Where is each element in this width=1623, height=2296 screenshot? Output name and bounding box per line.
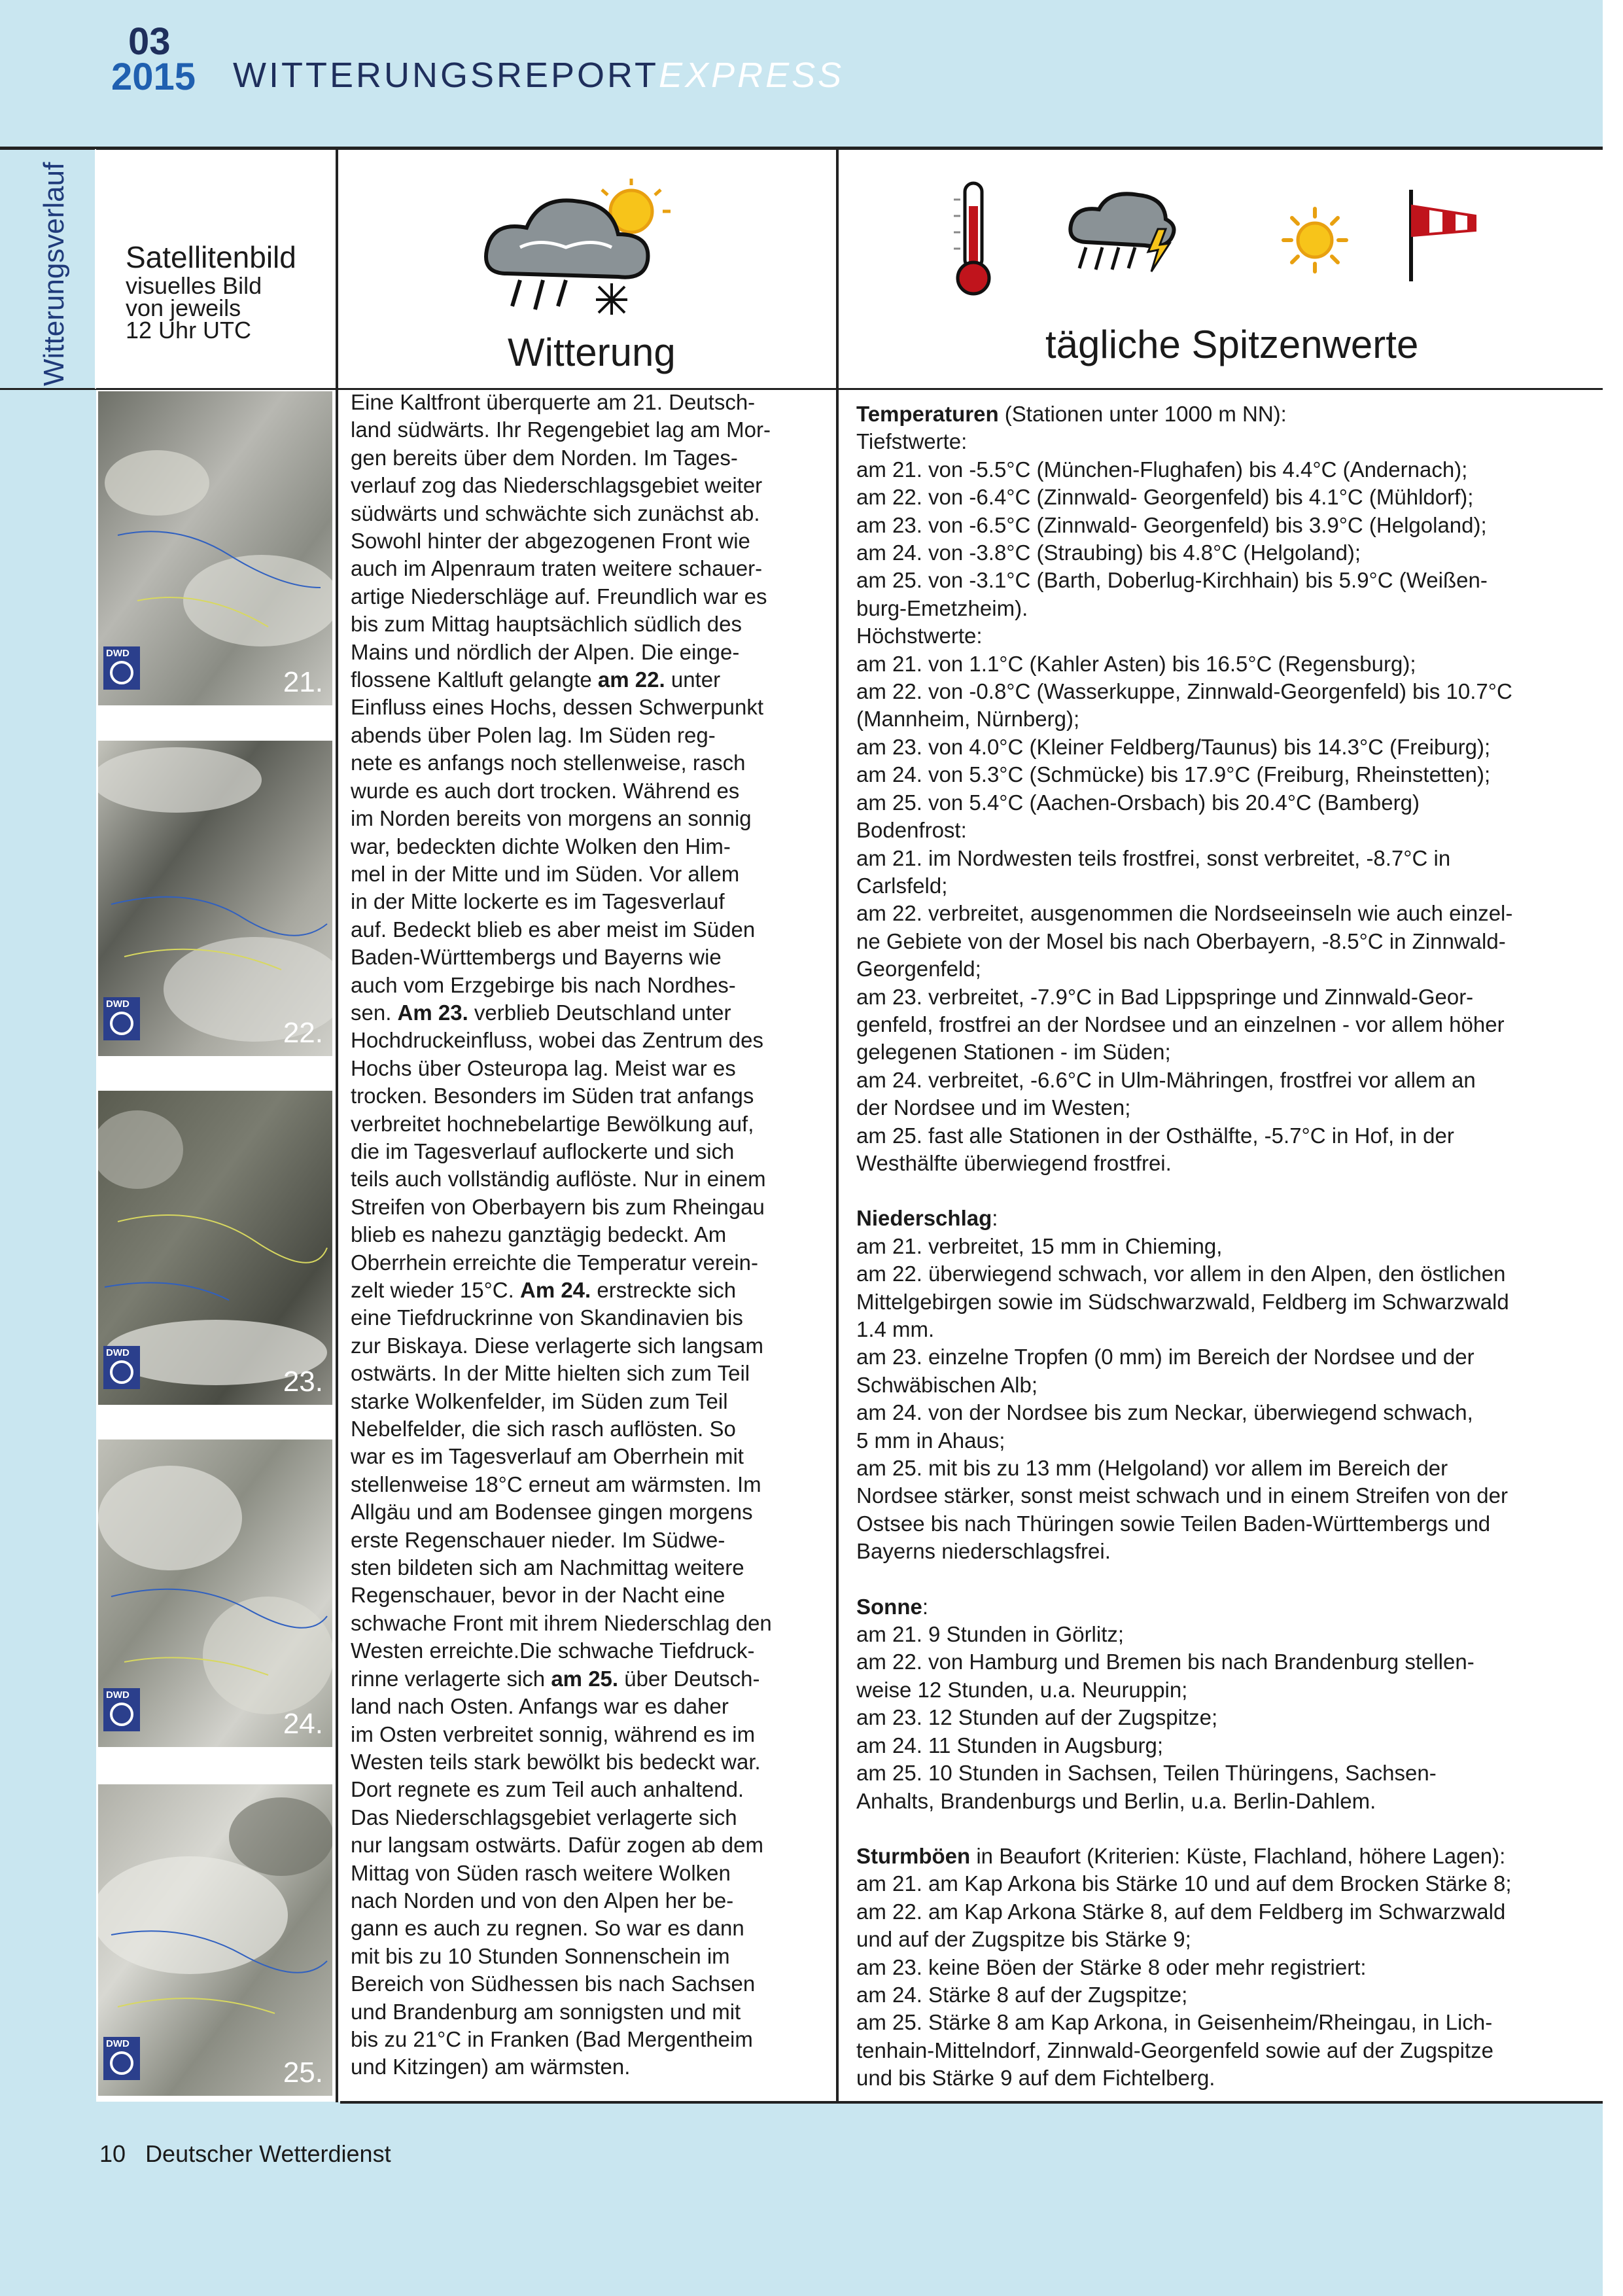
witterung-line: Regenschauer, bevor in der Nacht eine — [351, 1583, 725, 1608]
witterung-line: verbreitet hochnebelartige Bewölkung auf, — [351, 1111, 754, 1136]
spitzen-line: am 22. von Hamburg und Bremen bis nach Brandenburg stellen- — [856, 1650, 1475, 1674]
witterung-line: und Brandenburg am sonnigsten und mit — [351, 1999, 741, 2024]
spitzen-line: tenhain-Mittelndorf, Zinnwald-Georgenfeld sowie auf der Zugspitze — [856, 2038, 1494, 2062]
witterung-line: und Kitzingen) am wärmsten. — [351, 2055, 631, 2079]
spitzen-line: Sonne: — [856, 1594, 929, 1619]
satellite-image — [98, 1439, 332, 1748]
witterung-line: trocken. Besonders im Süden trat anfangs — [351, 1084, 754, 1108]
witterung-text — [351, 389, 819, 2081]
witterung-line: Sowohl hinter der abgezogenen Front wie — [351, 529, 750, 554]
spitzen-line: am 21. 9 Stunden in Görlitz; — [856, 1622, 1125, 1647]
spitzen-line: am 23. keine Böen der Stärke 8 oder mehr registriert: — [856, 1954, 1367, 1979]
spitzen-line: am 24. von 5.3°C (Schmücke) bis 17.9°C (Freiburg, Rheinstetten); — [856, 762, 1491, 787]
spitzen-line: am 22. überwiegend schwach, vor allem in den Alpen, den östlichen — [856, 1262, 1506, 1286]
spitzen-line: am 22. von -6.4°C (Zinnwald- Georgenfeld) bis 4.1°C (Mühldorf); — [856, 485, 1474, 510]
witterung-line: flossene Kaltluft gelangte am 22. unter — [351, 667, 721, 692]
spitzen-line: Tiefstwerte: — [856, 429, 968, 454]
spitzen-line: ne Gebiete von der Mosel bis nach Oberbayern, -8.5°C in Zinnwald- — [856, 928, 1506, 953]
report-title-main: WITTERUNGSREPORT — [233, 56, 659, 95]
header-rule — [0, 147, 1603, 150]
witterung-line: in der Mitte lockerte es im Tagesverlauf — [351, 889, 725, 914]
spitzen-line: 1.4 mm. — [856, 1317, 935, 1341]
spitzen-line: Ostsee bis nach Thüringen sowie Teilen Baden-Württembergs und — [856, 1511, 1491, 1536]
spitzen-line: genfeld, frostfrei an der Nordsee und an einzelnen - vor allem höher — [856, 1012, 1505, 1036]
satellite-image — [98, 1784, 332, 2097]
spitzen-line: am 22. am Kap Arkona Stärke 8, auf dem Feldberg im Schwarzwald — [856, 1899, 1506, 1924]
spitzen-line: am 24. verbreitet, -6.6°C in Ulm-Mähringen, frostfrei vor allem an — [856, 1067, 1476, 1092]
spitzen-line: am 22. verbreitet, ausgenommen die Nordseeinseln wie auch einzel- — [856, 901, 1513, 926]
spitzen-line: am 23. von -6.5°C (Zinnwald- Georgenfeld) bis 3.9°C (Helgoland); — [856, 512, 1487, 537]
witterung-line: abends über Polen lag. Im Süden reg- — [351, 722, 716, 747]
witterung-line: nete es anfangs noch stellenweise, rasch — [351, 751, 746, 775]
spitzen-line: am 21. verbreitet, 15 mm in Chieming, — [856, 1233, 1223, 1258]
witterung-line: südwärts und schwächte sich zunächst ab. — [351, 501, 760, 525]
side-head-rule — [0, 388, 96, 390]
spitzen-line: am 25. fast alle Stationen in der Osthälfte, -5.7°C in Hof, in der — [856, 1123, 1454, 1148]
spitzen-line: Schwäbischen Alb; — [856, 1372, 1038, 1397]
report-title — [233, 55, 844, 96]
witterung-line: artige Niederschläge auf. Freundlich war es — [351, 584, 767, 609]
spitzen-line: Niederschlag: — [856, 1206, 998, 1231]
satellite-subtitle — [126, 272, 322, 344]
dwd-logo: DWD — [103, 1346, 140, 1389]
divider-satellite — [336, 149, 338, 2102]
column-head-rule — [96, 388, 1603, 390]
spitzen-line: Temperaturen (Stationen unter 1000 m NN): — [856, 402, 1287, 426]
spitzen-line: Bayerns niederschlagsfrei. — [856, 1539, 1111, 1564]
witterung-line: mel in der Mitte und im Süden. Vor allem — [351, 861, 740, 886]
left-margin-band — [0, 149, 96, 2296]
footer — [99, 2140, 391, 2168]
spitzen-line: am 21. von 1.1°C (Kahler Asten) bis 16.5°C (Regensburg); — [856, 651, 1416, 676]
witterung-line: die im Tagesverlauf auflockerte und sich — [351, 1139, 735, 1163]
spitzen-line: am 21. von -5.5°C (München-Flughafen) bis 4.4°C (Andernach); — [856, 457, 1468, 482]
witterung-line: auch vom Erzgebirge bis nach Nordhes- — [351, 972, 736, 997]
satellite-date-label: 24. — [283, 1708, 323, 1740]
bottom-rule — [340, 2101, 1603, 2104]
witterung-line: gann es auch zu regnen. So war es dann — [351, 1916, 744, 1941]
report-title-express: EXPRESS — [659, 56, 845, 95]
satellite-title: Satellitenbild — [126, 240, 296, 274]
spitzen-line: am 23. von 4.0°C (Kleiner Feldberg/Taunus) bis 14.3°C (Freiburg); — [856, 734, 1491, 759]
witterung-line: gen bereits über dem Norden. Im Tages- — [351, 445, 738, 470]
spitzen-heading: tägliche Spitzenwerte — [1045, 323, 1419, 366]
witterung-line: mit bis zu 10 Stunden Sonnenschein im — [351, 1943, 730, 1968]
witterung-line: rinne verlagerte sich am 25. über Deutsch- — [351, 1666, 760, 1691]
witterung-line: Hochs über Osteuropa lag. Meist war es — [351, 1055, 736, 1080]
witterung-line: verlauf zog das Niederschlagsgebiet weiter — [351, 473, 763, 498]
witterung-line: auf. Bedeckt blieb es aber meist im Süden — [351, 917, 756, 942]
spitzen-line: 5 mm in Ahaus; — [856, 1428, 1005, 1453]
witterung-line: Oberrhein erreichte die Temperatur verein- — [351, 1250, 759, 1275]
witterung-line: bis zum Mittag hauptsächlich südlich des — [351, 612, 742, 637]
issue-number: 03 — [128, 20, 171, 63]
spitzen-line: und auf der Zugspitze bis Stärke 9; — [856, 1927, 1191, 1952]
spitzen-line: Sturmböen in Beaufort (Kriterien: Küste, Flachland, höhere Lagen): — [856, 1843, 1506, 1868]
spitzen-line: am 22. von -0.8°C (Wasserkuppe, Zinnwald-Georgenfeld) bis 10.7°C — [856, 679, 1512, 704]
witterung-line: schwache Front mit ihrem Niederschlag den — [351, 1610, 772, 1635]
spitzen-line: am 25. von 5.4°C (Aachen-Orsbach) bis 20.4°C (Bamberg) — [856, 790, 1420, 815]
spitzen-line: Anhalts, Brandenburgs und Berlin, u.a. Berlin-Dahlem. — [856, 1788, 1376, 1813]
witterung-line: Allgäu und am Bodensee gingen morgens — [351, 1500, 753, 1525]
satellite-date-label: 22. — [283, 1017, 323, 1049]
witterung-line: nach Norden und von den Alpen her be- — [351, 1888, 734, 1913]
satellite-subtitle-line: visuelles Bild — [126, 272, 262, 299]
satellite-subtitle-line: 12 Uhr UTC — [126, 317, 252, 344]
dwd-logo: DWD — [103, 997, 140, 1040]
sun-icon — [1279, 206, 1351, 275]
witterung-line: Streifen von Oberbayern bis zum Rheingau — [351, 1194, 765, 1219]
satellite-date-label: 21. — [283, 666, 323, 698]
witterung-line: Einfluss eines Hochs, dessen Schwerpunkt — [351, 695, 763, 720]
spitzen-line: am 23. verbreitet, -7.9°C in Bad Lippspringe und Zinnwald-Geor- — [856, 984, 1474, 1009]
spitzen-line: am 24. von -3.8°C (Straubing) bis 4.8°C (Helgoland); — [856, 540, 1361, 565]
spitzen-line: Nordsee stärker, sonst meist schwach und in einem Streifen von der — [856, 1483, 1508, 1508]
bottom-band — [0, 2102, 1603, 2296]
witterung-line: Westen teils stark bewölkt bis bedeckt war. — [351, 1749, 761, 1774]
witterung-line: eine Tiefdruckrinne von Skandinavien bis — [351, 1305, 743, 1330]
witterung-line: Bereich von Südhessen bis nach Sachsen — [351, 1971, 756, 1996]
satellite-date-label: 25. — [283, 2057, 323, 2089]
witterung-line: war, bedeckten dichte Wolken den Him- — [351, 834, 731, 858]
spitzen-line: am 24. 11 Stunden in Augsburg; — [856, 1733, 1164, 1757]
witterung-line: im Norden bereits von morgens an sonnig — [351, 806, 752, 831]
spitzen-text — [856, 400, 1588, 2093]
witterung-line: ostwärts. In der Mitte hielten sich zum Teil — [351, 1361, 750, 1386]
satellite-image — [98, 741, 332, 1057]
spitzen-line: der Nordsee und im Westen; — [856, 1095, 1131, 1120]
page-number: 10 — [99, 2140, 126, 2167]
thermometer-icon — [951, 180, 996, 298]
spitzen-line: am 25. 10 Stunden in Sachsen, Teilen Thüringens, Sachsen- — [856, 1761, 1437, 1786]
cloud-rain-sun-snow-icon — [481, 175, 690, 316]
dwd-logo: DWD — [103, 646, 140, 690]
witterung-line: bis zu 21°C in Franken (Bad Mergentheim — [351, 2026, 753, 2051]
witterung-line: Hochdruckeinfluss, wobei das Zentrum des — [351, 1028, 763, 1053]
spitzen-line: und bis Stärke 9 auf dem Fichtelberg. — [856, 2066, 1215, 2091]
witterung-line: im Osten verbreitet sonnig, während es im — [351, 1722, 756, 1746]
witterung-line: Baden-Württembergs und Bayerns wie — [351, 945, 722, 970]
thunderstorm-icon — [1066, 190, 1181, 275]
satellite-image — [98, 1091, 332, 1406]
spitzen-line: am 25. mit bis zu 13 mm (Helgoland) vor allem im Bereich der — [856, 1456, 1448, 1481]
spitzen-line: am 21. im Nordwesten teils frostfrei, sonst verbreitet, -8.7°C in — [856, 845, 1451, 870]
spitzen-line: am 25. Stärke 8 am Kap Arkona, in Geisenheim/Rheingau, in Lich- — [856, 2010, 1493, 2035]
spitzen-line: am 23. 12 Stunden auf der Zugspitze; — [856, 1705, 1218, 1730]
issue-year: 2015 — [111, 56, 196, 98]
side-divider — [95, 149, 96, 389]
spitzen-line: weise 12 Stunden, u.a. Neuruppin; — [856, 1677, 1188, 1702]
spitzen-line: burg-Emetzheim). — [856, 595, 1028, 620]
spitzen-line: gelegenen Stationen - im Süden; — [856, 1040, 1171, 1065]
witterung-line: sten bildeten sich am Nachmittag weitere — [351, 1555, 744, 1580]
spitzen-line: Bodenfrost: — [856, 818, 967, 843]
spitzen-line: am 24. von der Nordsee bis zum Neckar, überwiegend schwach, — [856, 1400, 1473, 1425]
spitzen-line: am 21. am Kap Arkona bis Stärke 10 und auf dem Brocken Stärke 8; — [856, 1871, 1512, 1896]
spitzen-line: Georgenfeld; — [856, 957, 981, 981]
spitzen-line: (Mannheim, Nürnberg); — [856, 707, 1080, 732]
witterung-line: auch im Alpenraum traten weitere schauer- — [351, 556, 763, 581]
witterung-line: Westen erreichte.Die schwache Tiefdruck- — [351, 1638, 755, 1663]
spitzen-line: am 25. von -3.1°C (Barth, Doberlug-Kirchhain) bis 5.9°C (Weißen- — [856, 568, 1488, 593]
witterung-line: erste Regenschauer nieder. Im Südwe- — [351, 1527, 725, 1552]
witterung-heading: Witterung — [508, 330, 676, 374]
witterung-line: Das Niederschlagsgebiet verlagerte sich — [351, 1805, 737, 1829]
witterung-line: war es im Tagesverlauf am Oberrhein mit — [351, 1444, 744, 1469]
divider-witterung — [836, 149, 839, 2102]
satellite-image — [98, 391, 332, 707]
spitzen-line: Höchstwerte: — [856, 624, 983, 648]
spitzen-line: Carlsfeld; — [856, 873, 948, 898]
spitzen-line: Westhälfte überwiegend frostfrei. — [856, 1150, 1172, 1175]
witterung-line: Mains und nördlich der Alpen. Die einge- — [351, 639, 740, 664]
witterung-line: blieb es nahezu ganztägig bedeckt. Am — [351, 1222, 727, 1247]
witterung-line: Mittag von Süden rasch weitere Wolken — [351, 1860, 731, 1885]
spitzen-line: Mittelgebirgen sowie im Südschwarzwald, Feldberg im Schwarzwald — [856, 1289, 1509, 1314]
witterung-line: wurde es auch dort trocken. Während es — [351, 778, 740, 803]
witterung-line: Nebelfelder, die sich rasch auflösten. So — [351, 1417, 736, 1441]
witterung-line: Dort regnete es zum Teil auch anhaltend. — [351, 1777, 744, 1802]
spitzen-line: am 23. einzelne Tropfen (0 mm) im Bereich der Nordsee und der — [856, 1345, 1475, 1369]
satellite-subtitle-line: von jeweils — [126, 294, 241, 321]
witterung-line: starke Wolkenfelder, im Süden zum Teil — [351, 1388, 728, 1413]
witterung-line: land nach Osten. Anfangs war es daher — [351, 1694, 729, 1719]
side-label: Witterungsverlauf — [38, 162, 70, 386]
witterung-line: nur langsam ostwärts. Dafür zogen ab dem — [351, 1833, 763, 1858]
witterung-line: stellenweise 18°C erneut am wärmsten. Im — [351, 1472, 761, 1496]
witterung-line: zur Biskaya. Diese verlagerte sich langsam — [351, 1333, 763, 1358]
windsock-icon — [1403, 183, 1485, 285]
witterung-line: sen. Am 23. verblieb Deutschland unter — [351, 1000, 731, 1025]
witterung-line: zelt wieder 15°C. Am 24. erstreckte sich — [351, 1278, 737, 1302]
witterung-line: teils auch vollständig auflöste. Nur in einem — [351, 1167, 766, 1192]
satellite-date-label: 23. — [283, 1366, 323, 1398]
witterung-line: land südwärts. Ihr Regengebiet lag am Mor- — [351, 417, 771, 442]
publisher-name: Deutscher Wetterdienst — [145, 2140, 391, 2167]
dwd-logo: DWD — [103, 1688, 140, 1731]
witterung-line: Eine Kaltfront überquerte am 21. Deutsch- — [351, 390, 756, 414]
dwd-logo: DWD — [103, 2037, 140, 2080]
spitzen-line: am 24. Stärke 8 auf der Zugspitze; — [856, 1982, 1188, 2007]
